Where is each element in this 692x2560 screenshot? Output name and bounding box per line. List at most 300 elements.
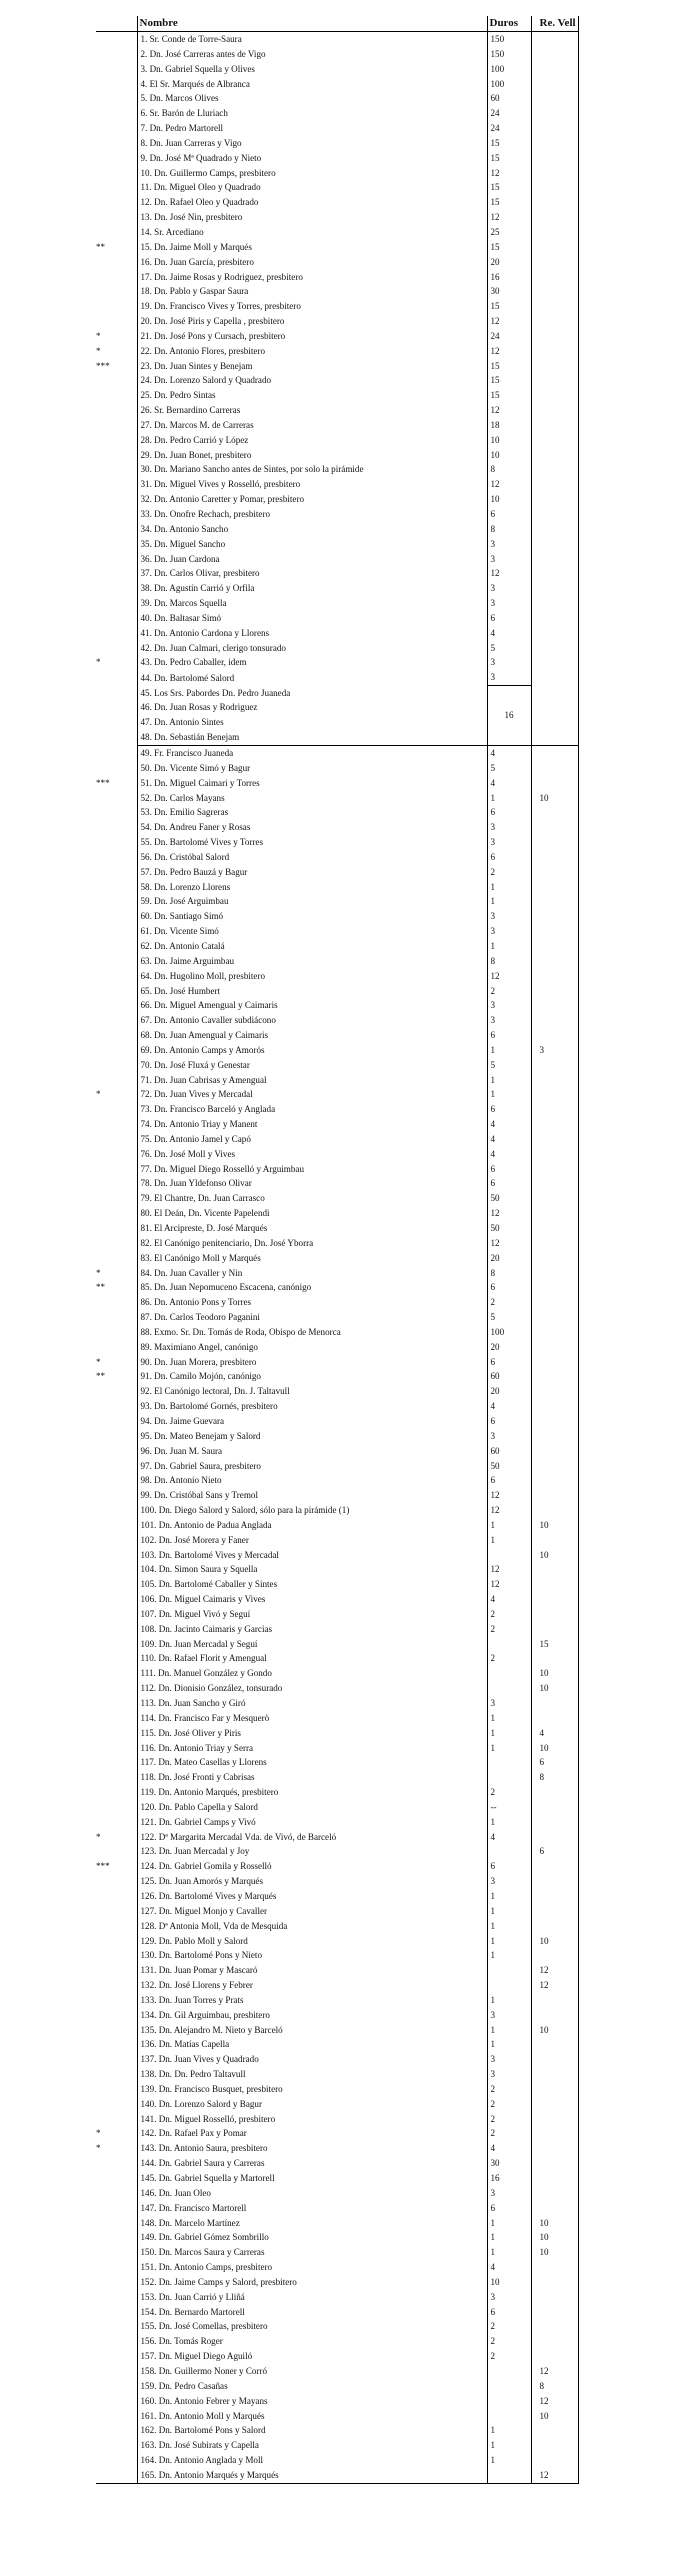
row-mark [96, 746, 137, 761]
duros-value: 6 [487, 2305, 531, 2320]
table-row [96, 1355, 578, 1370]
duros-value [487, 1844, 531, 1859]
subscriber-name: 134. Dn. Gil Arguimbau, presbitero [137, 2008, 487, 2023]
duros-value: 4 [487, 1117, 531, 1132]
table-row [96, 1221, 578, 1236]
re-vell-value [531, 1251, 578, 1266]
row-mark [96, 2171, 137, 2186]
duros-value: 3 [487, 924, 531, 939]
table-row [96, 2037, 578, 2052]
row-mark [96, 1681, 137, 1696]
duros-value: 1 [487, 2245, 531, 2260]
row-mark [96, 761, 137, 776]
duros-value: 3 [487, 998, 531, 1013]
subscriber-name: 20. Dn. José Piris y Capella , presbitero [137, 314, 487, 329]
table-row [96, 998, 578, 1013]
table-row [96, 1562, 578, 1577]
table-row [96, 1310, 578, 1325]
subscriber-name: 120. Dn. Pablo Capella y Salord [137, 1800, 487, 1815]
re-vell-value [531, 180, 578, 195]
re-vell-value: 15 [531, 1637, 578, 1652]
re-vell-value [531, 522, 578, 537]
subscriber-name: 67. Dn. Antonio Cavaller subdiácono [137, 1013, 487, 1028]
table-row [96, 1637, 578, 1652]
re-vell-value [531, 1651, 578, 1666]
table-row [96, 641, 578, 656]
re-vell-value [531, 880, 578, 895]
table-row [96, 151, 578, 166]
subscriber-name: 47. Dn. Antonio Sintes [137, 715, 487, 730]
table-row [96, 1132, 578, 1147]
subscriber-name: 132. Dn. José Llorens y Febrer [137, 1978, 487, 1993]
subscriber-name: 58. Dn. Lorenzo Llorens [137, 880, 487, 895]
table-row [96, 1919, 578, 1934]
duros-value: 12 [487, 566, 531, 581]
table-row [96, 791, 578, 806]
row-mark [96, 670, 137, 685]
duros-value: 1 [487, 1934, 531, 1949]
row-mark [96, 805, 137, 820]
re-vell-value [531, 1592, 578, 1607]
subscriber-name: 136. Dn. Matías Capella [137, 2037, 487, 2052]
table-row [96, 1993, 578, 2008]
table-row [96, 1043, 578, 1058]
duros-value: 15 [487, 151, 531, 166]
duros-value [487, 1666, 531, 1681]
row-mark [96, 998, 137, 1013]
re-vell-value [531, 850, 578, 865]
table-row [96, 62, 578, 77]
row-mark [96, 314, 137, 329]
table-row [96, 91, 578, 106]
re-vell-value [531, 1117, 578, 1132]
duros-value: 1 [487, 2438, 531, 2453]
row-mark [96, 418, 137, 433]
row-mark: * [96, 345, 101, 356]
subscriber-name: 159. Dn. Pedro Casañas [137, 2379, 487, 2394]
duros-value: 1 [487, 1741, 531, 1756]
duros-value: 5 [487, 1058, 531, 1073]
re-vell-value [531, 403, 578, 418]
table-row [96, 1251, 578, 1266]
duros-value: 3 [487, 2290, 531, 2305]
duros-value: 2 [487, 984, 531, 999]
duros-value: 2 [487, 2082, 531, 2097]
subscriber-name: 36. Dn. Juan Cardona [137, 552, 487, 567]
row-mark [96, 880, 137, 895]
table-row [96, 2082, 578, 2097]
re-vell-value [531, 2156, 578, 2171]
row-mark [96, 2037, 137, 2052]
table-row [96, 939, 578, 954]
re-vell-value: 12 [531, 2468, 578, 2483]
duros-value: 1 [487, 939, 531, 954]
duros-value: 24 [487, 106, 531, 121]
row-mark [96, 492, 137, 507]
row-mark [96, 106, 137, 121]
subscriber-name: 119. Dn. Antonio Marqués, presbitero [137, 1785, 487, 1800]
row-mark [96, 1444, 137, 1459]
duros-value: 15 [487, 195, 531, 210]
duros-value: 8 [487, 1266, 531, 1281]
table-row [96, 1622, 578, 1637]
subscriber-name: 125. Dn. Juan Amorós y Marqués [137, 1874, 487, 1889]
subscriber-name: 8. Dn. Juan Carreras y Vigo [137, 136, 487, 151]
table-row [96, 2245, 578, 2260]
re-vell-value [531, 761, 578, 776]
re-vell-value [531, 1874, 578, 1889]
table-row [96, 1607, 578, 1622]
header-duros: Duros [487, 16, 531, 32]
duros-value [487, 2364, 531, 2379]
duros-value: 6 [487, 1162, 531, 1177]
row-mark [96, 1978, 137, 1993]
row-mark [96, 2245, 137, 2260]
duros-value [487, 1681, 531, 1696]
subscriber-name: 112. Dn. Dionisio González, tonsurado [137, 1681, 487, 1696]
row-mark [96, 611, 137, 626]
row-mark [96, 2364, 137, 2379]
row-mark [96, 1310, 137, 1325]
subscriber-name: 138. Dn. Dn. Pedro Taltavull [137, 2067, 487, 2082]
duros-value [487, 2394, 531, 2409]
subscriber-name: 115. Dn. José Oliver y Piris [137, 1726, 487, 1741]
table-row [96, 2260, 578, 2275]
duros-value: 60 [487, 1444, 531, 1459]
duros-value: 6 [487, 1280, 531, 1295]
duros-value: 4 [487, 1399, 531, 1414]
table-row [96, 1696, 578, 1711]
row-mark [96, 1251, 137, 1266]
table-row [96, 611, 578, 626]
row-mark [96, 373, 137, 388]
re-vell-value [531, 32, 578, 47]
table-row [96, 2423, 578, 2438]
row-mark [96, 894, 137, 909]
duros-value: 6 [487, 2201, 531, 2216]
duros-value: 1 [487, 791, 531, 806]
subscriber-name: 6. Sr. Barón de Lluriach [137, 106, 487, 121]
subscriber-name: 70. Dn. José Fluxá y Genestar [137, 1058, 487, 1073]
re-vell-value [531, 1577, 578, 1592]
re-vell-value: 10 [531, 2409, 578, 2424]
subscriber-name: 139. Dn. Francisco Busquet, presbitero [137, 2082, 487, 2097]
duros-value: 3 [487, 655, 531, 670]
table-row [96, 1844, 578, 1859]
subscriber-name: 19. Dn. Francisco Vives y Torres, presbitero [137, 299, 487, 314]
row-mark [96, 1622, 137, 1637]
subscriber-name: 21. Dn. José Pons y Cursach, presbitero [137, 329, 487, 344]
duros-value: 2 [487, 1785, 531, 1800]
duros-value: 30 [487, 2156, 531, 2171]
table-row [96, 2052, 578, 2067]
re-vell-value [531, 2141, 578, 2156]
row-mark [96, 2319, 137, 2334]
row-mark [96, 2097, 137, 2112]
duros-value: 2 [487, 2334, 531, 2349]
duros-value: 1 [487, 880, 531, 895]
row-mark [96, 1073, 137, 1088]
re-vell-value [531, 984, 578, 999]
table-row [96, 299, 578, 314]
row-mark [96, 121, 137, 136]
duros-group-value: 16 [487, 686, 531, 746]
subscriber-name: 15. Dn. Jaime Moll y Marqués [137, 240, 487, 255]
subscriber-name: 42. Dn. Juan Calmari, clerigo tonsurado [137, 641, 487, 656]
duros-value: 150 [487, 47, 531, 62]
row-mark [96, 1919, 137, 1934]
subscriber-name: 85. Dn. Juan Nepomuceno Escacena, canónigo [137, 1280, 487, 1295]
subscriber-name: 76. Dn. José Moll y Vives [137, 1147, 487, 1162]
re-vell-value: 10 [531, 1666, 578, 1681]
row-mark [96, 477, 137, 492]
re-vell-value [531, 1221, 578, 1236]
row-mark [96, 1562, 137, 1577]
table-row [96, 1013, 578, 1028]
subscriber-name: 106. Dn. Miguel Caimaris y Vives [137, 1592, 487, 1607]
table-row [96, 1236, 578, 1251]
duros-value: 6 [487, 1102, 531, 1117]
re-vell-value [531, 700, 578, 715]
duros-value: 100 [487, 77, 531, 92]
table-row [96, 746, 578, 761]
subscriber-name: 129. Dn. Pablo Moll y Salord [137, 1934, 487, 1949]
re-vell-value [531, 1132, 578, 1147]
duros-value: 1 [487, 1904, 531, 1919]
table-row [96, 1325, 578, 1340]
re-vell-value [531, 715, 578, 730]
subscriber-name: 49. Fr. Francisco Juaneda [137, 746, 487, 761]
re-vell-value [531, 151, 578, 166]
subscriber-name: 52. Dn. Carlos Mayans [137, 791, 487, 806]
duros-value: 3 [487, 2186, 531, 2201]
subscriber-name: 13. Dn. José Nin, presbitero [137, 210, 487, 225]
duros-value: 2 [487, 1651, 531, 1666]
subscriber-name: 111. Dn. Manuel González y Gondo [137, 1666, 487, 1681]
row-mark [96, 136, 137, 151]
row-mark [96, 403, 137, 418]
re-vell-value [531, 552, 578, 567]
duros-value: 50 [487, 1191, 531, 1206]
subscriber-name: 133. Dn. Juan Torres y Prats [137, 1993, 487, 2008]
table-row [96, 210, 578, 225]
table-row [96, 507, 578, 522]
re-vell-value [531, 284, 578, 299]
duros-value: 3 [487, 1696, 531, 1711]
row-mark [96, 820, 137, 835]
table-row [96, 1429, 578, 1444]
duros-value: 6 [487, 507, 531, 522]
row-mark [96, 924, 137, 939]
re-vell-value [531, 1889, 578, 1904]
row-mark: * [96, 1267, 101, 1278]
re-vell-value [531, 270, 578, 285]
subscriber-name: 4. El Sr. Marqués de Albranca [137, 77, 487, 92]
subscriber-name: 127. Dn. Miguel Monjo y Cavaller [137, 1904, 487, 1919]
row-mark [96, 1117, 137, 1132]
row-mark [96, 1993, 137, 2008]
re-vell-value [531, 448, 578, 463]
row-mark [96, 166, 137, 181]
row-mark [96, 1651, 137, 1666]
subscriber-name: 69. Dn. Antonio Camps y Amorós [137, 1043, 487, 1058]
re-vell-value [531, 805, 578, 820]
subscriber-name: 81. El Arcipreste, D. José Marqués [137, 1221, 487, 1236]
subscriber-name: 31. Dn. Miguel Vives y Rosselló, presbitero [137, 477, 487, 492]
table-row [96, 1176, 578, 1191]
subscriber-name: 28. Dn. Pedro Carrió y López [137, 433, 487, 448]
duros-value: 12 [487, 1236, 531, 1251]
duros-value: 1 [487, 1815, 531, 1830]
duros-value: 1 [487, 2037, 531, 2052]
table-row [96, 1459, 578, 1474]
table-row [96, 2112, 578, 2127]
re-vell-value [531, 1355, 578, 1370]
table-row [96, 492, 578, 507]
duros-value: 6 [487, 850, 531, 865]
subscriber-name: 41. Dn. Antonio Cardona y Llorens [137, 626, 487, 641]
subscriber-name: 118. Dn. José Fronti y Cabrisas [137, 1770, 487, 1785]
row-mark [96, 2275, 137, 2290]
table-row [96, 47, 578, 62]
table-row [96, 2394, 578, 2409]
re-vell-value [531, 2112, 578, 2127]
row-mark [96, 1755, 137, 1770]
duros-value: 150 [487, 32, 531, 47]
duros-value: 1 [487, 1889, 531, 1904]
table-row [96, 909, 578, 924]
row-mark [96, 2438, 137, 2453]
duros-value: 4 [487, 1830, 531, 1845]
re-vell-value [531, 314, 578, 329]
duros-value: 100 [487, 62, 531, 77]
row-mark [96, 596, 137, 611]
table-row [96, 984, 578, 999]
duros-value: 10 [487, 433, 531, 448]
table-row [96, 2364, 578, 2379]
row-mark [96, 2008, 137, 2023]
re-vell-value [531, 1325, 578, 1340]
table-row [96, 1785, 578, 1800]
re-vell-value [531, 2423, 578, 2438]
table-row [96, 1978, 578, 1993]
re-vell-value [531, 1147, 578, 1162]
re-vell-value: 10 [531, 1934, 578, 1949]
subscriber-name: 98. Dn. Antonio Nieto [137, 1473, 487, 1488]
row-mark [96, 2186, 137, 2201]
table-row [96, 1904, 578, 1919]
subscriber-name: 80. El Deán, Dn. Vicente Papelendi [137, 1206, 487, 1221]
row-mark [96, 1785, 137, 1800]
subscriber-name: 78. Dn. Juan Yldefonso Olivar [137, 1176, 487, 1191]
subscriber-name: 92. El Canónigo lectoral, Dn. J. Taltavull [137, 1384, 487, 1399]
duros-value: 3 [487, 820, 531, 835]
subscriber-name: 46. Dn. Juan Rosas y Rodriguez [137, 700, 487, 715]
duros-value: 15 [487, 373, 531, 388]
table-row [96, 77, 578, 92]
duros-value: 4 [487, 1592, 531, 1607]
re-vell-value [531, 240, 578, 255]
subscriber-name: 153. Dn. Juan Carrió y Lliñá [137, 2290, 487, 2305]
table-row [96, 136, 578, 151]
re-vell-value [531, 611, 578, 626]
duros-value: 8 [487, 954, 531, 969]
re-vell-value [531, 746, 578, 761]
duros-value: 3 [487, 537, 531, 552]
duros-value: 4 [487, 776, 531, 791]
table-row [96, 477, 578, 492]
re-vell-value [531, 1948, 578, 1963]
row-mark [96, 1874, 137, 1889]
duros-value: 12 [487, 1206, 531, 1221]
row-mark [96, 850, 137, 865]
duros-value: -- [487, 1800, 531, 1815]
subscriber-name: 50. Dn. Vicente Simó y Bagur [137, 761, 487, 776]
subscriber-name: 60. Dn. Santiago Simó [137, 909, 487, 924]
duros-value: 1 [487, 1073, 531, 1088]
table-row [96, 1726, 578, 1741]
subscriber-name: 158. Dn. Guillermo Noner y Corró [137, 2364, 487, 2379]
re-vell-value [531, 2260, 578, 2275]
subscriber-name: 39. Dn. Marcos Squella [137, 596, 487, 611]
subscriber-name: 63. Dn. Jaime Arguimbau [137, 954, 487, 969]
table-row [96, 344, 578, 359]
row-mark [96, 2305, 137, 2320]
row-mark [96, 2216, 137, 2231]
table-row [96, 1859, 578, 1874]
row-mark [96, 1325, 137, 1340]
duros-value: 1 [487, 1726, 531, 1741]
table-row [96, 2290, 578, 2305]
duros-value: 12 [487, 477, 531, 492]
duros-value: 20 [487, 255, 531, 270]
subscriber-name: 44. Dn. Bartolomé Salord [137, 670, 487, 685]
table-row [96, 2379, 578, 2394]
subscriber-name: 9. Dn. José Mª Quadrado y Nieto [137, 151, 487, 166]
table-row [96, 1295, 578, 1310]
re-vell-value [531, 2275, 578, 2290]
re-vell-value [531, 136, 578, 151]
row-mark: *** [96, 360, 110, 371]
table-row [96, 2216, 578, 2231]
re-vell-value [531, 655, 578, 670]
table-row [96, 2067, 578, 2082]
row-mark [96, 1577, 137, 1592]
subscriber-name: 34. Dn. Antonio Sancho [137, 522, 487, 537]
row-mark [96, 1696, 137, 1711]
table-row [96, 2305, 578, 2320]
table-row [96, 314, 578, 329]
re-vell-value: 12 [531, 2394, 578, 2409]
table-row [96, 566, 578, 581]
subscriber-name: 161. Dn. Antonio Moll y Marqués [137, 2409, 487, 2424]
table-row [96, 1577, 578, 1592]
subscriber-name: 74. Dn. Antonio Triay y Manent [137, 1117, 487, 1132]
table-row [96, 1117, 578, 1132]
re-vell-value [531, 2453, 578, 2468]
re-vell-value [531, 195, 578, 210]
duros-value: 1 [487, 1993, 531, 2008]
subscriber-name: 99. Dn. Cristóbal Sans y Tremol [137, 1488, 487, 1503]
subscriber-name: 25. Dn. Pedro Sintas [137, 388, 487, 403]
duros-value: 6 [487, 1355, 531, 1370]
subscriber-name: 145. Dn. Gabriel Squella y Martorell [137, 2171, 487, 2186]
row-mark [96, 1488, 137, 1503]
row-mark [96, 1741, 137, 1756]
row-mark [96, 552, 137, 567]
re-vell-value [531, 477, 578, 492]
duros-value: 12 [487, 403, 531, 418]
